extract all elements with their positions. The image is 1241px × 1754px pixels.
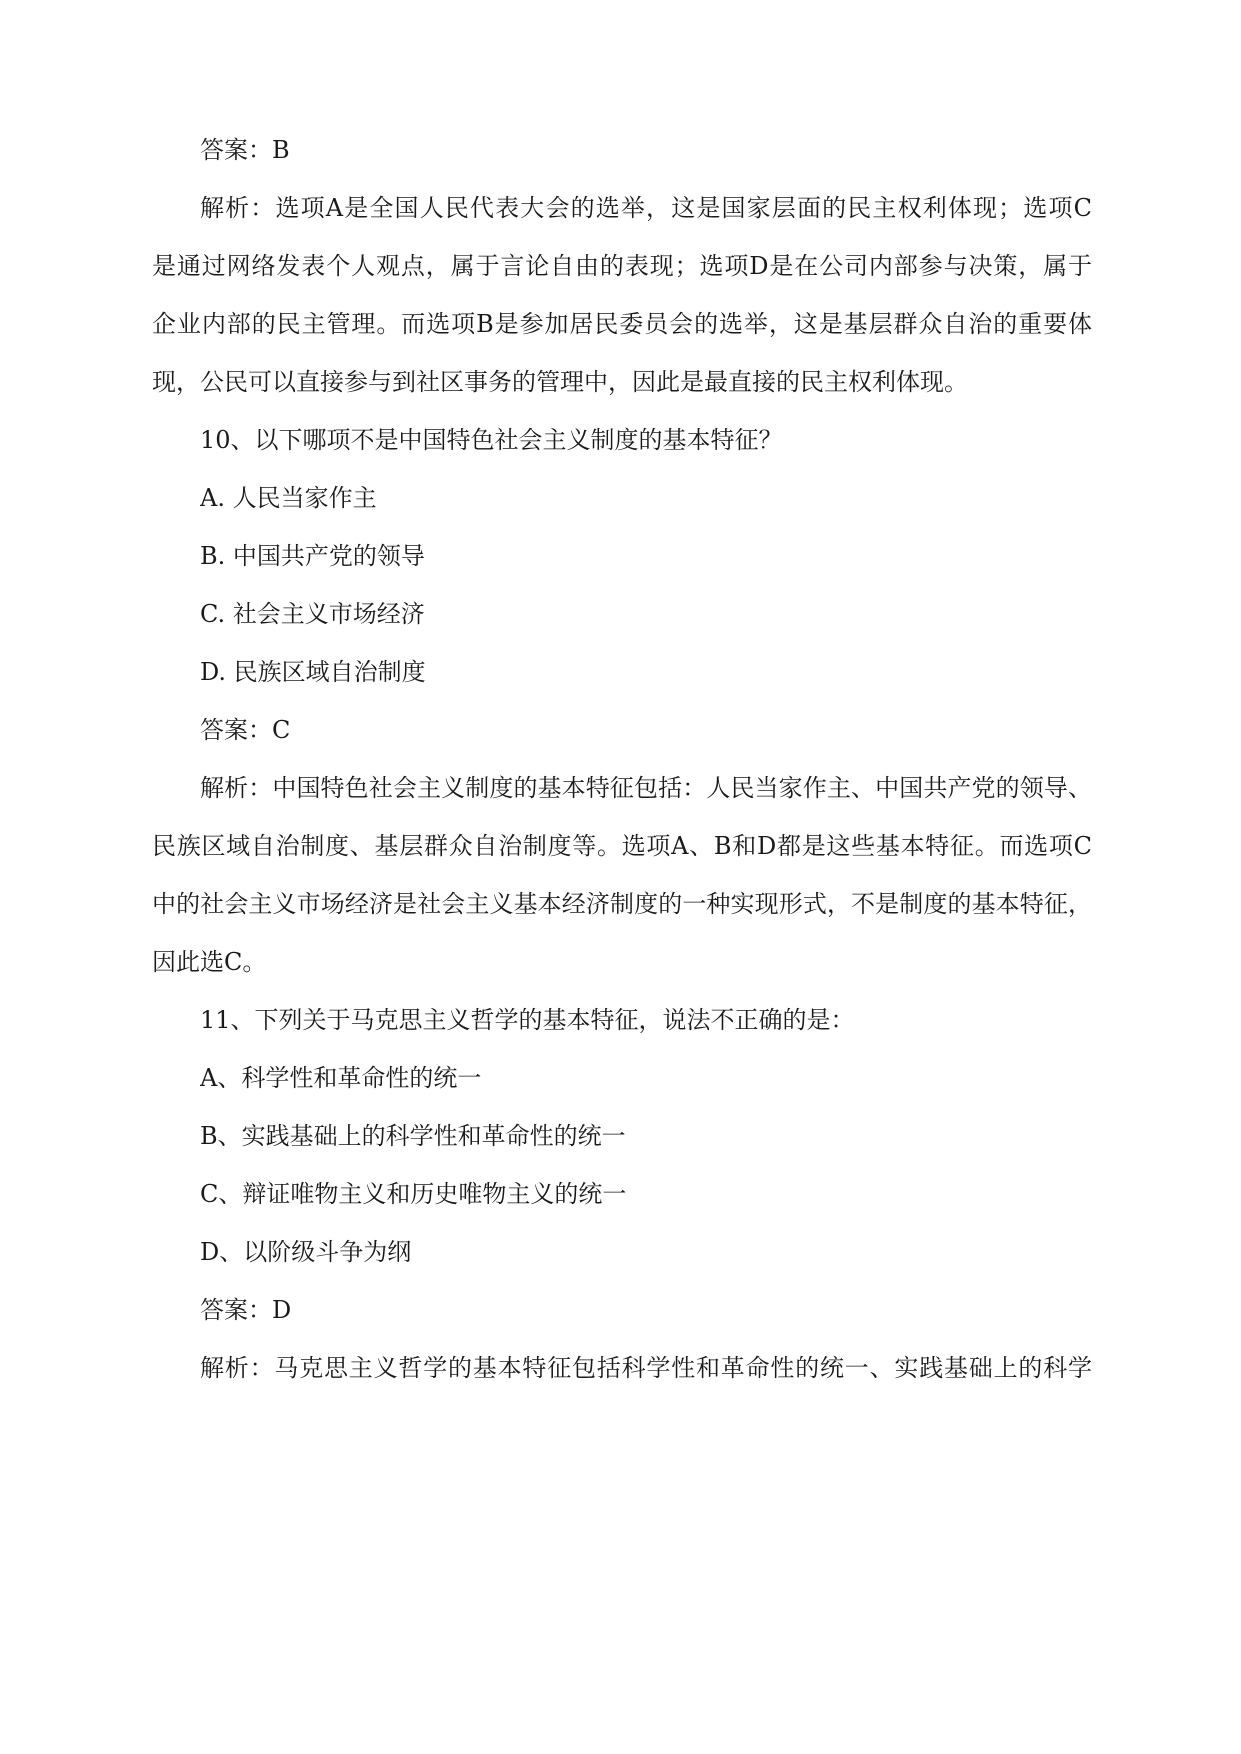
q9-explanation-line: 现，公民可以直接参与到社区事务的管理中，因此是最直接的民主权利体现。 bbox=[152, 368, 968, 396]
q9-explanation-line: 解析：选项A是全国人民代表大会的选举，这是国家层面的民主权利体现；选项C bbox=[200, 194, 1092, 222]
q11-option-a: A、科学性和革命性的统一 bbox=[200, 1064, 482, 1092]
q10-option-b: B. 中国共产党的领导 bbox=[200, 542, 425, 570]
q10-explanation-line: 因此选C。 bbox=[152, 948, 267, 976]
q10-option-d: D. 民族区域自治制度 bbox=[200, 658, 426, 686]
q10-explanation-line: 民族区域自治制度、基层群众自治制度等。选项A、B和D都是这些基本特征。而选项C bbox=[152, 832, 1092, 860]
q11-answer: 答案：D bbox=[200, 1296, 292, 1324]
q9-explanation-line: 是通过网络发表个人观点，属于言论自由的表现；选项D是在公司内部参与决策，属于 bbox=[152, 252, 1092, 280]
q11-option-d: D、以阶级斗争为纲 bbox=[200, 1238, 412, 1266]
q11-explanation-line: 解析：马克思主义哲学的基本特征包括科学性和革命性的统一、实践基础上的科学 bbox=[200, 1354, 1092, 1382]
q11-option-b: B、实践基础上的科学性和革命性的统一 bbox=[200, 1122, 626, 1150]
q10-option-a: A. 人民当家作主 bbox=[200, 484, 377, 512]
q9-answer: 答案：B bbox=[200, 136, 290, 164]
q11-option-c: C、辩证唯物主义和历史唯物主义的统一 bbox=[200, 1180, 627, 1208]
q10-option-c: C. 社会主义市场经济 bbox=[200, 600, 425, 628]
q9-explanation-line: 企业内部的民主管理。而选项B是参加居民委员会的选举，这是基层群众自治的重要体 bbox=[152, 310, 1092, 338]
q10-explanation-line: 解析：中国特色社会主义制度的基本特征包括：人民当家作主、中国共产党的领导、 bbox=[200, 774, 1092, 802]
q10-answer: 答案：C bbox=[200, 716, 291, 744]
q11-question: 11、下列关于马克思主义哲学的基本特征，说法不正确的是： bbox=[200, 1006, 855, 1034]
q10-explanation-line: 中的社会主义市场经济是社会主义基本经济制度的一种实现形式，不是制度的基本特征， bbox=[152, 890, 1092, 918]
q10-question: 10、以下哪项不是中国特色社会主义制度的基本特征？ bbox=[200, 426, 783, 454]
